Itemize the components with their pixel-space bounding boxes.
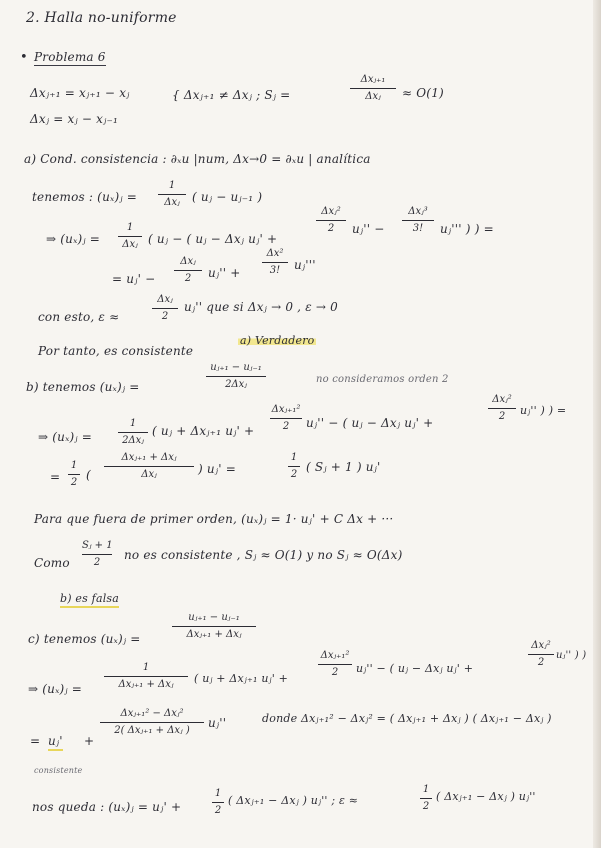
c-last-f2d: 2 — [422, 801, 430, 812]
a-result-lhs: = uⱼ' − — [112, 272, 156, 286]
b-t3-fd: Δxⱼ — [141, 469, 157, 480]
a-condition: a) Cond. consistencia : ∂ₓu |num, Δx→0 = ∂ₓu | analítica — [24, 152, 371, 166]
b-t1-num: uⱼ₊₁ − uⱼ₋₁ — [210, 362, 262, 373]
b-como-rhs: no es consistente , Sⱼ ≈ O(1) y no Sⱼ ≈ O(Δx) — [124, 548, 403, 562]
c-result-fraction — [100, 708, 204, 737]
def-s-fraction — [350, 74, 396, 103]
b-t2-f2d: 2 — [498, 411, 506, 422]
def-s-den: Δxⱼ — [365, 91, 381, 102]
c-result-donde: donde Δxⱼ₊₁² − Δxⱼ² = ( Δxⱼ₊₁ + Δxⱼ ) ( Δxⱼ₊₁ − Δxⱼ ) — [262, 712, 552, 725]
c-last-fd: 2 — [214, 805, 222, 816]
c-t2-f2n: Δxⱼ² — [531, 640, 551, 651]
c-t2-num: 1 — [142, 662, 150, 673]
b-taylor-fraction — [118, 418, 148, 447]
a-taylor-part2: uⱼ'' − — [352, 222, 385, 236]
a-conclusion: Por tanto, es consistente — [38, 344, 194, 358]
c-result-u: uⱼ' — [48, 734, 63, 751]
b-t2-den: 2Δxⱼ — [122, 435, 144, 446]
c-taylor-lhs: ⇒ (uₓ)ⱼ = — [28, 682, 83, 696]
c-t2-f2d: 2 — [537, 657, 545, 668]
a-eps-num: Δxⱼ — [157, 294, 173, 305]
c-t2-den: Δxⱼ₊₁ + Δxⱼ — [118, 679, 174, 690]
c-tenemos-lhs: c) tenemos (uₓ)ⱼ = — [28, 632, 141, 646]
b-result-eq: = — [50, 470, 61, 484]
c-taylor-fraction — [104, 662, 188, 691]
a-t2-f2n: Δxⱼ³ — [408, 206, 428, 217]
a-error-fraction — [152, 294, 178, 323]
c-t3-fd: 2( Δxⱼ₊₁ + Δxⱼ ) — [114, 725, 190, 736]
c-last-fn: 1 — [214, 788, 222, 799]
b-como: Como — [34, 556, 70, 570]
b-t3-f2d: 2 — [290, 469, 298, 480]
c-final-end: ( Δxⱼ₊₁ − Δxⱼ ) uⱼ'' — [436, 790, 536, 803]
c-result-mid: uⱼ'' — [208, 716, 227, 730]
a-eps-den: 2 — [161, 311, 169, 322]
b-tenemos-fraction — [206, 362, 266, 391]
c-consistente-note: consistente — [34, 766, 83, 775]
def-nonuniform: { Δxⱼ₊₁ ≠ Δxⱼ ; Sⱼ = — [172, 88, 291, 102]
a-t1-den: Δxⱼ — [164, 197, 180, 208]
a-t2-f1n: Δxⱼ² — [321, 206, 341, 217]
def-dxj: Δxⱼ = xⱼ − xⱼ₋₁ — [30, 112, 118, 126]
b-taylor-frac3 — [488, 394, 516, 423]
a-tenemos-fraction — [158, 180, 186, 209]
a-taylor-frac2 — [316, 206, 346, 235]
b-t2-f1n: Δxⱼ₊₁² — [271, 404, 301, 415]
def-s-num: Δxⱼ₊₁ — [360, 74, 386, 85]
b-result-half — [68, 460, 80, 489]
a-tenemos-lhs: tenemos : (uₓ)ⱼ = — [32, 190, 137, 204]
b-result-half2 — [288, 452, 300, 481]
a-t2-f1d: 2 — [327, 223, 335, 234]
b-t3-fn: Δxⱼ₊₁ + Δxⱼ — [121, 452, 177, 463]
b-result-open: ( — [86, 468, 91, 482]
b-t1-den: 2Δxⱼ — [225, 379, 247, 390]
a-taylor-part3: uⱼ''' ) ) = — [440, 222, 494, 236]
b-taylor-part1: ( uⱼ + Δxⱼ₊₁ uⱼ' + — [152, 424, 255, 438]
b-tenemos-lhs: b) tenemos (uₓ)ⱼ = — [26, 380, 140, 394]
b-t2-f1d: 2 — [282, 421, 290, 432]
c-taylor-frac2 — [318, 650, 352, 679]
c-taylor-part3: uⱼ'' ) ) — [556, 650, 587, 661]
b-t3-f0d: 2 — [70, 477, 78, 488]
a-error-lhs: con esto, ε ≈ — [38, 310, 120, 324]
b-result-end: ( Sⱼ + 1 ) uⱼ' — [306, 460, 381, 474]
a-result-frac1 — [174, 256, 202, 285]
a-verdict: a) Verdadero — [240, 334, 315, 347]
b-verdict: b) es falsa — [60, 592, 119, 608]
a-taylor-frac3 — [402, 206, 434, 235]
a-t2-den: Δxⱼ — [122, 239, 138, 250]
c-tenemos-fraction — [172, 612, 256, 641]
a-t2-f2d: 3! — [412, 223, 424, 234]
c-t2-f1n: Δxⱼ₊₁² — [320, 650, 350, 661]
section-title: Problema 6 — [34, 50, 106, 64]
c-t1-num: uⱼ₊₁ − uⱼ₋₁ — [188, 612, 240, 623]
b-order-line: Para que fuera de primer orden, (uₓ)ⱼ = 1· uⱼ' + C Δx + ··· — [34, 512, 394, 526]
c-taylor-frac3 — [528, 640, 554, 669]
b-taylor-part2: uⱼ'' − ( uⱼ − Δxⱼ uⱼ' + — [306, 416, 434, 430]
c-taylor-part2: uⱼ'' − ( uⱼ − Δxⱼ uⱼ' + — [356, 662, 474, 675]
c-last-f2n: 1 — [422, 784, 430, 795]
c-final-mid: ( Δxⱼ₊₁ − Δxⱼ ) uⱼ'' ; ε ≈ — [228, 794, 359, 807]
b-t3-f0n: 1 — [70, 460, 78, 471]
a-result-mid: uⱼ'' + — [208, 266, 241, 280]
def-s-order: ≈ O(1) — [402, 86, 444, 100]
a-t3-f1n: Δxⱼ — [180, 256, 196, 267]
a-t3-f2n: Δx² — [266, 248, 284, 259]
b-como-den: 2 — [93, 557, 101, 568]
b-t2-f2n: Δxⱼ² — [492, 394, 512, 405]
bullet-dot: • — [20, 50, 28, 65]
c-final-lhs: nos queda : (uₓ)ⱼ = uⱼ' + — [32, 800, 182, 814]
c-result-eq: = — [30, 734, 41, 748]
b-t3-f2n: 1 — [290, 452, 298, 463]
a-taylor-part1: ( uⱼ − ( uⱼ − Δxⱼ uⱼ' + — [148, 232, 278, 246]
c-final-half2 — [420, 784, 432, 813]
b-como-num: Sⱼ + 1 — [82, 540, 113, 551]
a-t3-f1d: 2 — [184, 273, 192, 284]
b-note: no consideramos orden 2 — [316, 374, 449, 385]
a-taylor-lhs: ⇒ (uₓ)ⱼ = — [46, 232, 101, 246]
a-result-frac2 — [262, 248, 288, 277]
c-t1-den: Δxⱼ₊₁ + Δxⱼ — [186, 629, 242, 640]
c-t3-fn: Δxⱼ₊₁² − Δxⱼ² — [120, 708, 184, 719]
def-dxj1: Δxⱼ₊₁ = xⱼ₊₁ − xⱼ — [30, 86, 130, 100]
a-tenemos-rhs: ( uⱼ − uⱼ₋₁ ) — [192, 190, 263, 204]
a-t2-num: 1 — [126, 222, 134, 233]
c-final-half — [212, 788, 224, 817]
c-result-plus: + — [84, 734, 95, 748]
a-result-end: uⱼ''' — [294, 258, 316, 272]
b-result-mid: ) uⱼ' = — [198, 462, 236, 476]
page-title: 2. Halla no-uniforme — [26, 10, 177, 26]
a-taylor-fraction — [118, 222, 142, 251]
b-como-fraction — [82, 540, 112, 569]
c-taylor-part1: ( uⱼ + Δxⱼ₊₁ uⱼ' + — [194, 672, 289, 685]
b-taylor-frac2 — [270, 404, 302, 433]
a-error-rhs: uⱼ'' que si Δxⱼ → 0 , ε → 0 — [184, 300, 338, 314]
b-taylor-part3: uⱼ'' ) ) = — [520, 404, 567, 417]
a-t3-f2d: 3! — [269, 265, 281, 276]
b-taylor-lhs: ⇒ (uₓ)ⱼ = — [38, 430, 93, 444]
b-result-fraction — [104, 452, 194, 481]
page-edge-shadow — [593, 0, 601, 848]
b-t2-num: 1 — [129, 418, 137, 429]
a-t1-num: 1 — [168, 180, 176, 191]
c-t2-f1d: 2 — [331, 667, 339, 678]
